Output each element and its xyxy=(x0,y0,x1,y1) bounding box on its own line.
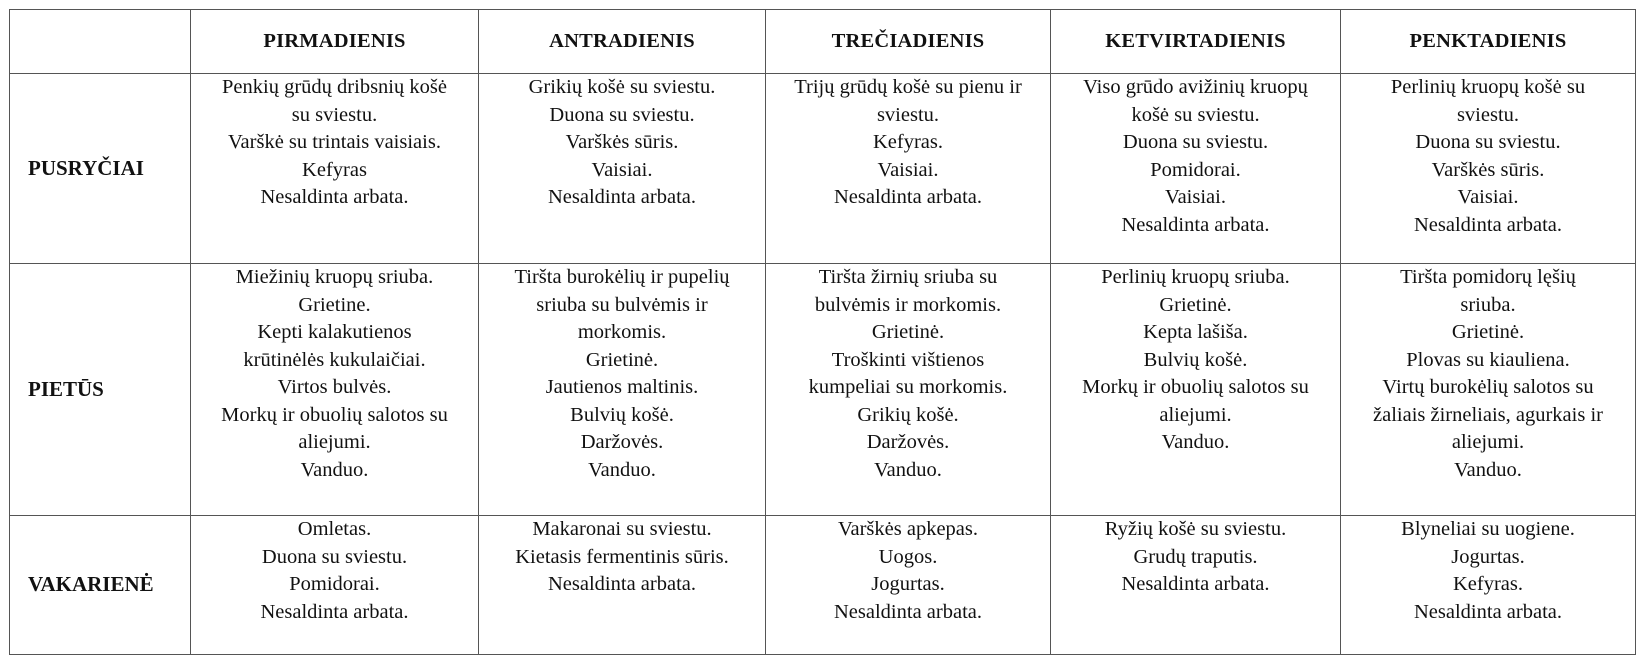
menu-item-line: Blyneliai su uogiene. xyxy=(1401,518,1575,540)
header-row xyxy=(10,10,1636,74)
menu-item-line: Vanduo. xyxy=(300,458,369,481)
menu-cell-breakfast-tuesday xyxy=(479,74,766,264)
meal-row-dinner xyxy=(10,516,1636,655)
menu-item-line: košė su sviestu. xyxy=(1131,103,1260,126)
menu-item-line: Nesaldinta arbata. xyxy=(834,186,982,208)
menu-item-line: Uogos. xyxy=(878,545,938,568)
menu-item-line: Daržovės. xyxy=(866,431,950,453)
menu-item-line: Trijų grūdų košė su pienu ir xyxy=(794,76,1022,98)
menu-item-line: kumpeliai su morkomis. xyxy=(808,376,1008,398)
menu-item-line: Viso grūdo avižinių kruopų xyxy=(1083,76,1308,98)
menu-cell-lunch-monday xyxy=(191,264,479,516)
menu-item-line: Virtų burokėlių salotos su xyxy=(1382,376,1594,398)
menu-item-line: Morkų ir obuolių salotos su xyxy=(1082,376,1309,398)
menu-item-line: Nesaldinta arbata. xyxy=(834,600,982,623)
day-header-thursday: KETVIRTADIENIS xyxy=(1051,10,1341,74)
menu-item-line: Morkų ir obuolių salotos su xyxy=(221,403,448,426)
menu-item-line: Miežinių kruopų sriuba. xyxy=(235,266,434,288)
menu-item-line: Penkių grūdų dribsnių košė xyxy=(222,76,447,98)
menu-item-line: sviestu. xyxy=(1456,103,1520,126)
meal-label: PUSRYČIAI xyxy=(10,74,191,264)
menu-cell-lunch-tuesday xyxy=(479,264,766,516)
menu-item-line: Troškinti vištienos xyxy=(831,348,985,371)
meal-row-breakfast xyxy=(10,74,1636,264)
day-header-wednesday: TREČIADIENIS xyxy=(766,10,1051,74)
menu-item-line: Perlinių kruopų košė su xyxy=(1390,76,1586,98)
menu-item-line: Tiršta burokėlių ir pupelių xyxy=(514,266,730,288)
menu-item-line: Varškės apkepas. xyxy=(837,518,979,540)
menu-item-line: Pomidorai. xyxy=(1150,158,1241,181)
menu-item-line: Grietine. xyxy=(298,293,371,316)
menu-item-line: Kefyras. xyxy=(872,131,943,153)
menu-item-line: Makaronai su sviestu. xyxy=(532,518,712,540)
menu-item-line: Nesaldinta arbata. xyxy=(1414,600,1562,623)
menu-item-line: Bulvių košė. xyxy=(570,403,674,426)
menu-item-line: aliejumi. xyxy=(298,431,371,453)
menu-cell-breakfast-wednesday xyxy=(766,74,1051,264)
menu-item-line: krūtinėlės kukulaičiai. xyxy=(243,348,426,371)
menu-item-line: Duona su sviestu. xyxy=(1415,131,1561,153)
menu-cell-dinner-tuesday xyxy=(479,516,766,655)
menu-item-line: sriuba su bulvėmis ir xyxy=(536,293,708,316)
menu-item-line: Bulvių košė. xyxy=(1143,348,1248,371)
menu-item-line: Varškės sūris. xyxy=(565,131,679,153)
menu-item-line: Omletas. xyxy=(297,518,372,540)
menu-item-line: Duona su sviestu. xyxy=(1122,131,1269,153)
meal-label: PIETŪS xyxy=(10,264,191,516)
menu-item-line: Duona su sviestu. xyxy=(549,103,695,126)
menu-item-line: Vaisiai. xyxy=(1165,186,1226,208)
menu-item-line: Kietasis fermentinis sūris. xyxy=(515,545,729,568)
menu-item-line: Kepta lašiša. xyxy=(1143,321,1248,343)
menu-cell-lunch-thursday xyxy=(1051,264,1341,516)
menu-item-line: Vaisiai. xyxy=(1457,186,1519,208)
menu-item-line: Grietinė. xyxy=(1159,293,1232,316)
menu-item-line: su sviestu. xyxy=(291,103,378,126)
menu-item-line: Jogurtas. xyxy=(1451,545,1525,568)
menu-cell-dinner-thursday xyxy=(1051,516,1341,655)
menu-item-line: Jautienos maltinis. xyxy=(545,376,699,398)
meal-label: VAKARIENĖ xyxy=(10,516,191,655)
menu-item-line: Vanduo. xyxy=(1454,458,1522,481)
menu-item-line: Virtos bulvės. xyxy=(277,376,392,398)
menu-item-line: Jogurtas. xyxy=(871,573,945,595)
menu-item-line: Grietinė. xyxy=(871,321,945,343)
menu-cell-breakfast-thursday xyxy=(1051,74,1341,264)
menu-item-line: Duona su sviestu. xyxy=(261,545,408,568)
menu-item-line: Vanduo. xyxy=(1161,431,1230,453)
menu-item-line: Varškės sūris. xyxy=(1431,158,1545,181)
menu-item-line: Vaisiai. xyxy=(877,158,939,181)
menu-item-line: Grudų traputis. xyxy=(1133,545,1258,568)
menu-item-line: žaliais žirneliais, agurkais ir xyxy=(1373,403,1603,426)
menu-item-line: Kefyras xyxy=(302,158,367,181)
weekly-menu-table xyxy=(9,9,1636,655)
menu-item-line: Grikių košė su sviestu. xyxy=(528,76,716,98)
menu-cell-breakfast-friday xyxy=(1341,74,1636,264)
menu-item-line: Nesaldinta arbata. xyxy=(1414,213,1562,236)
menu-item-line: Nesaldinta arbata. xyxy=(548,573,696,595)
day-header-tuesday: ANTRADIENIS xyxy=(479,10,766,74)
menu-item-line: Kefyras. xyxy=(1452,573,1523,595)
menu-item-line: Plovas su kiauliena. xyxy=(1406,348,1570,371)
day-header-monday: PIRMADIENIS xyxy=(191,10,479,74)
menu-item-line: Vaisiai. xyxy=(591,158,653,181)
menu-item-line: Vanduo. xyxy=(874,458,942,481)
menu-item-line: morkomis. xyxy=(577,321,667,343)
menu-item-line: Vanduo. xyxy=(588,458,656,481)
menu-item-line: Kepti kalakutienos xyxy=(257,321,412,343)
menu-item-line: Perlinių kruopų sriuba. xyxy=(1101,266,1290,288)
menu-item-line: Tiršta pomidorų lęšių xyxy=(1400,266,1576,288)
menu-item-line: sviestu. xyxy=(876,103,940,126)
menu-item-line: Nesaldinta arbata. xyxy=(260,186,409,208)
meal-row-lunch xyxy=(10,264,1636,516)
menu-cell-breakfast-monday xyxy=(191,74,479,264)
menu-item-line: Ryžių košė su sviestu. xyxy=(1104,518,1287,540)
menu-cell-lunch-friday xyxy=(1341,264,1636,516)
menu-item-line: Varškė su trintais vaisiais. xyxy=(228,131,441,153)
day-header-friday: PENKTADIENIS xyxy=(1341,10,1636,74)
menu-item-line: Daržovės. xyxy=(580,431,664,453)
menu-cell-lunch-wednesday xyxy=(766,264,1051,516)
menu-item-line: bulvėmis ir morkomis. xyxy=(814,293,1002,316)
menu-item-line: aliejumi. xyxy=(1159,403,1232,426)
menu-item-line: Nesaldinta arbata. xyxy=(260,600,409,623)
menu-item-line: Pomidorai. xyxy=(289,573,380,595)
corner-cell xyxy=(10,10,191,74)
menu-item-line: Grietinė. xyxy=(585,348,659,371)
menu-item-line: Grietinė. xyxy=(1451,321,1525,343)
menu-item-line: Grikių košė. xyxy=(857,403,959,426)
menu-cell-dinner-wednesday xyxy=(766,516,1051,655)
menu-cell-dinner-monday xyxy=(191,516,479,655)
menu-cell-dinner-friday xyxy=(1341,516,1636,655)
menu-item-line: Nesaldinta arbata. xyxy=(1121,573,1270,595)
menu-item-line: aliejumi. xyxy=(1451,431,1525,453)
menu-item-line: Nesaldinta arbata. xyxy=(548,186,696,208)
menu-item-line: Tiršta žirnių sriuba su xyxy=(818,266,998,288)
menu-item-line: sriuba. xyxy=(1460,293,1516,316)
menu-item-line: Nesaldinta arbata. xyxy=(1121,213,1270,236)
